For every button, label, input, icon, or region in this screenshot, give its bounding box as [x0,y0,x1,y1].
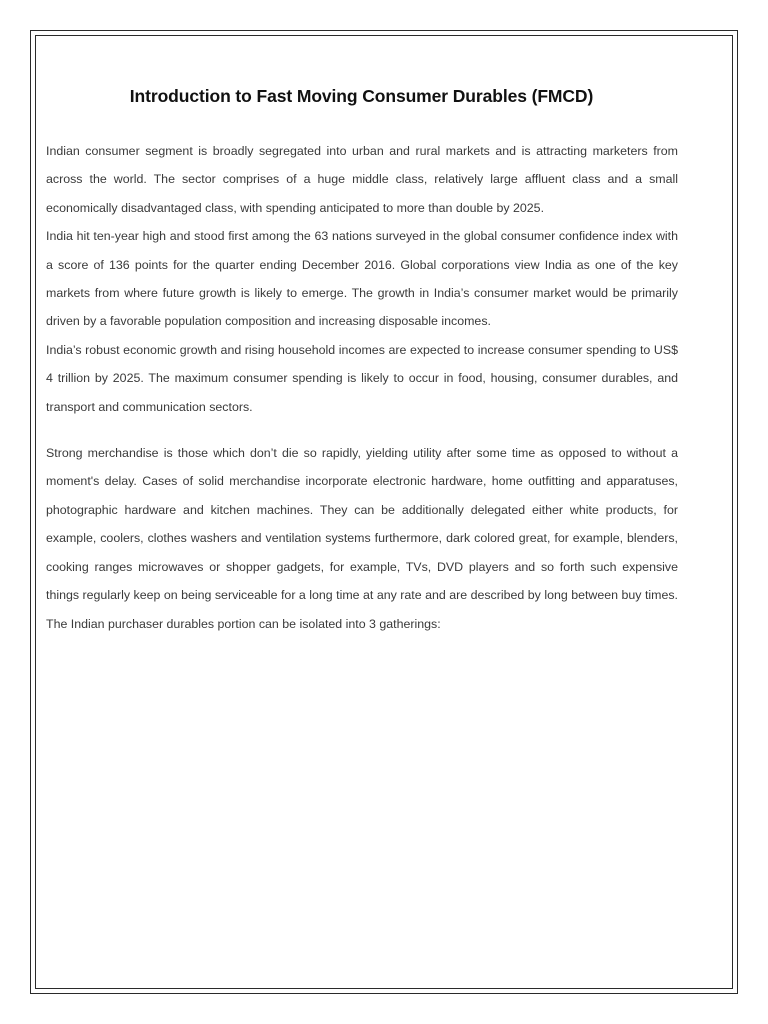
paragraph-strong-merchandise: Strong merchandise is those which don’t die so rapidly, yielding utility after some time as opposed to without a moment's delay. Cases of solid merchandise incorporate electronic hardware, home outfitting and apparatuses, photographic hardware and kitchen machines. They can be additionally delegated either white products, for example, coolers, clothes washers and ventilation systems furthermore, dark colored great, for example, blenders, cooking ranges microwaves or shopper gadgets, for example, TVs, DVD players and so forth such expensive things regularly keep on being serviceable for a long time at any rate and are described by long between buy times. The Indian purchaser durables portion can be isolated into 3 gatherings: [46,446,678,631]
page-title: Introduction to Fast Moving Consumer Durables (FMCD) [129,86,594,106]
paragraph-economic-growth: India’s robust economic growth and rising household incomes are expected to increase consumer spending to US$ 4 trillion by 2025. The maximum consumer spending is likely to occur in food, housing, consumer durables, and transport and communication sectors. [46,342,678,414]
paragraph-consumer-confidence: India hit ten-year high and stood first among the 63 nations surveyed in the global consumer confidence index with a score of 136 points for the quarter ending December 2016. Global corporations view India as one of the key markets from where future growth is likely to emerge. The growth in India’s consumer market would be primarily driven by a favorable population composition and increasing disposable incomes. [46,229,678,329]
document-body [46,137,678,638]
paragraph-consumer-segment: Indian consumer segment is broadly segregated into urban and rural markets and is attracting marketers from across the world. The sector comprises of a huge middle class, relatively large affluent class and a small economically disadvantaged class, with spending anticipated to more than double by 2025. [46,144,678,215]
